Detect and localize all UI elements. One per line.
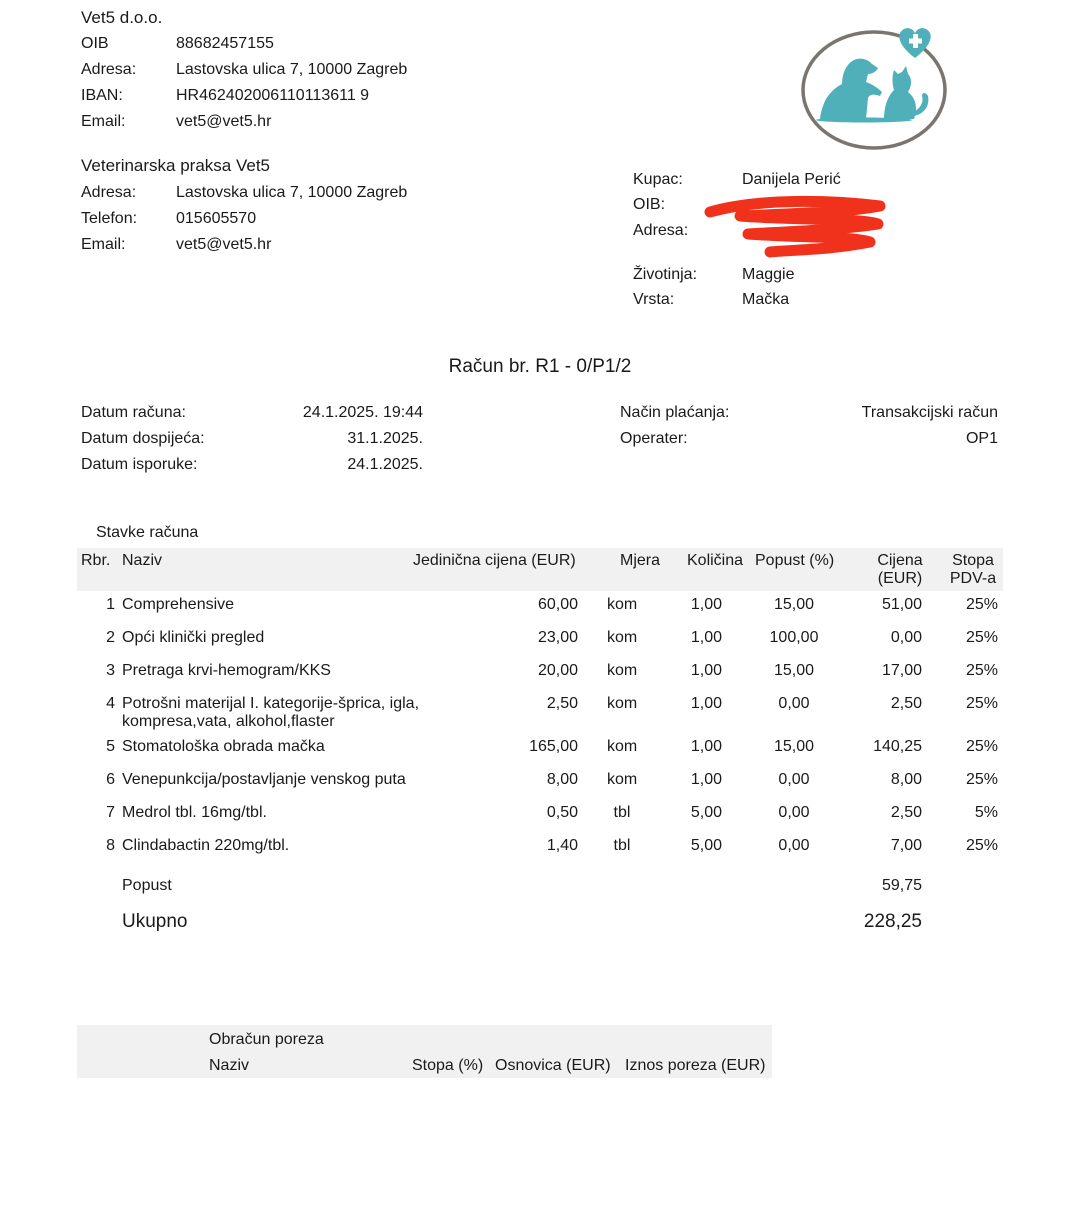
customer-address-label: Adresa: [633, 222, 689, 239]
item-measure: kom [607, 662, 638, 679]
discount-summary-label: Popust [122, 877, 172, 894]
animal-label: Životinja: [633, 266, 698, 283]
operator-value: OP1 [965, 430, 998, 447]
company-name: Vet5 d.o.o. [81, 8, 163, 27]
practice-phone-label: Telefon: [81, 210, 138, 227]
item-vat: 25% [965, 662, 998, 679]
item-measure: kom [607, 596, 638, 613]
item-discount: 0,00 [778, 804, 810, 821]
practice-email-label: Email: [81, 236, 126, 253]
company-email-value: vet5@vet5.hr [176, 113, 272, 130]
operator-label: Operater: [620, 430, 688, 447]
practice-name: Veterinarska praksa Vet5 [81, 156, 271, 175]
item-qty: 1,00 [690, 771, 722, 788]
item-vat: 25% [965, 738, 998, 755]
item-name: Opći klinički pregled [122, 629, 265, 646]
company-oib-value: 88682457155 [176, 35, 274, 52]
delivery-date-label: Datum isporuke: [81, 456, 198, 473]
practice-address-label: Adresa: [81, 184, 137, 201]
item-no: 1 [106, 596, 115, 613]
item-no: 8 [106, 837, 115, 854]
company-iban-value: HR462402006110113611 9 [176, 87, 370, 104]
col-vat-header-line1: Stopa [952, 552, 994, 569]
item-vat: 25% [965, 629, 998, 646]
item-discount: 15,00 [773, 738, 815, 755]
item-discount: 0,00 [778, 771, 810, 788]
item-name-line1: Potrošni materijal I. kategorije-šprica, igla, [122, 695, 420, 712]
item-discount: 0,00 [778, 837, 810, 854]
item-no: 5 [106, 738, 115, 755]
item-vat: 25% [965, 771, 998, 788]
item-name: Venepunkcija/postavljanje venskog puta [122, 771, 406, 788]
item-price: 140,25 [873, 738, 922, 755]
item-vat: 25% [965, 837, 998, 854]
species-label: Vrsta: [633, 291, 675, 308]
company-oib-label: OIB [81, 35, 109, 52]
item-unit-price: 165,00 [529, 738, 578, 755]
item-qty: 1,00 [690, 738, 722, 755]
item-qty: 1,00 [690, 662, 722, 679]
practice-address-value: Lastovska ulica 7, 10000 Zagreb [176, 184, 408, 201]
item-unit-price: 1,40 [546, 837, 578, 854]
item-qty: 5,00 [690, 837, 722, 854]
practice-phone-value: 015605570 [176, 210, 257, 227]
item-measure: kom [607, 629, 638, 646]
item-discount: 0,00 [778, 695, 810, 712]
invoice-date-label: Datum računa: [81, 404, 186, 421]
item-name-line2: kompresa,vata, alkohol,flaster [122, 713, 335, 730]
item-price: 0,00 [890, 629, 922, 646]
col-discount-header: Popust (%) [755, 552, 835, 569]
tax-name-header: Naziv [209, 1057, 250, 1074]
payment-method-value: Transakcijski račun [861, 404, 998, 421]
tax-breakdown [77, 1025, 772, 1078]
redaction-scribble [700, 192, 900, 262]
item-measure: kom [607, 695, 638, 712]
company-email-label: Email: [81, 113, 126, 130]
item-vat: 25% [965, 695, 998, 712]
company-iban-label: IBAN: [81, 87, 123, 104]
item-unit-price: 8,00 [546, 771, 578, 788]
item-measure: tbl [613, 804, 631, 821]
tax-rate-header: Stopa (%) [412, 1057, 484, 1074]
item-price: 7,00 [890, 837, 922, 854]
item-measure: kom [607, 771, 638, 788]
customer-oib-label: OIB: [633, 196, 666, 213]
item-qty: 5,00 [690, 804, 722, 821]
tax-base-header: Osnovica (EUR) [495, 1057, 611, 1074]
item-price: 2,50 [890, 804, 922, 821]
company-address-value: Lastovska ulica 7, 10000 Zagreb [176, 61, 408, 78]
col-name-header: Naziv [122, 552, 163, 569]
items-section-title: Stavke računa [96, 524, 199, 541]
item-qty: 1,00 [690, 629, 722, 646]
col-unit-price-header: Jedinična cijena (EUR) [413, 552, 576, 569]
item-vat: 5% [974, 804, 998, 821]
item-unit-price: 60,00 [537, 596, 578, 613]
item-vat: 25% [965, 596, 998, 613]
col-price-header-line1: Cijena [877, 552, 923, 569]
tax-amount-header: Iznos poreza (EUR) [625, 1057, 766, 1074]
item-discount: 15,00 [773, 596, 815, 613]
item-no: 6 [106, 771, 115, 788]
delivery-date-value: 24.1.2025. [347, 456, 423, 473]
item-no: 2 [106, 629, 115, 646]
col-price-header [867, 552, 933, 588]
due-date-value: 31.1.2025. [347, 430, 423, 447]
item-unit-price: 2,50 [546, 695, 578, 712]
item-name: Stomatološka obrada mačka [122, 738, 325, 755]
discount-summary-value: 59,75 [881, 877, 922, 894]
buyer-name: Danijela Perić [742, 171, 841, 188]
item-price: 51,00 [881, 596, 922, 613]
payment-method-label: Način plaćanja: [620, 404, 730, 421]
practice-email-value: vet5@vet5.hr [176, 236, 272, 253]
item-discount: 100,00 [769, 629, 819, 646]
col-no-header: Rbr. [81, 552, 111, 569]
item-price: 8,00 [890, 771, 922, 788]
col-vat-header [943, 552, 1003, 588]
due-date-label: Datum dospijeća: [81, 430, 205, 447]
animal-name: Maggie [742, 266, 795, 283]
buyer-label: Kupac: [633, 171, 683, 188]
total-value: 228,25 [863, 911, 922, 932]
item-unit-price: 20,00 [537, 662, 578, 679]
item-measure: kom [607, 738, 638, 755]
item-name: Comprehensive [122, 596, 235, 613]
item-price: 2,50 [890, 695, 922, 712]
item-name [122, 695, 419, 731]
col-qty-header: Količina [687, 552, 744, 569]
item-no: 4 [106, 695, 115, 712]
invoice-date-value: 24.1.2025. 19:44 [302, 404, 423, 421]
item-measure: tbl [613, 837, 631, 854]
invoice-title: Račun br. R1 - 0/P1/2 [448, 356, 632, 377]
col-measure-header: Mjera [620, 552, 661, 569]
total-label: Ukupno [122, 911, 188, 932]
tax-title: Obračun poreza [209, 1031, 324, 1048]
item-name: Medrol tbl. 16mg/tbl. [122, 804, 267, 821]
item-qty: 1,00 [690, 695, 722, 712]
item-qty: 1,00 [690, 596, 722, 613]
col-price-header-line2: (EUR) [877, 570, 923, 587]
item-unit-price: 23,00 [537, 629, 578, 646]
vet-logo-icon [798, 22, 958, 157]
species-value: Mačka [742, 291, 790, 308]
col-vat-header-line2: PDV-a [949, 570, 997, 587]
item-unit-price: 0,50 [546, 804, 578, 821]
item-name: Pretraga krvi-hemogram/KKS [122, 662, 331, 679]
items-table-header [77, 548, 1003, 591]
item-no: 7 [106, 804, 115, 821]
item-price: 17,00 [881, 662, 922, 679]
item-name: Clindabactin 220mg/tbl. [122, 837, 290, 854]
item-discount: 15,00 [773, 662, 815, 679]
company-address-label: Adresa: [81, 61, 137, 78]
item-no: 3 [106, 662, 115, 679]
